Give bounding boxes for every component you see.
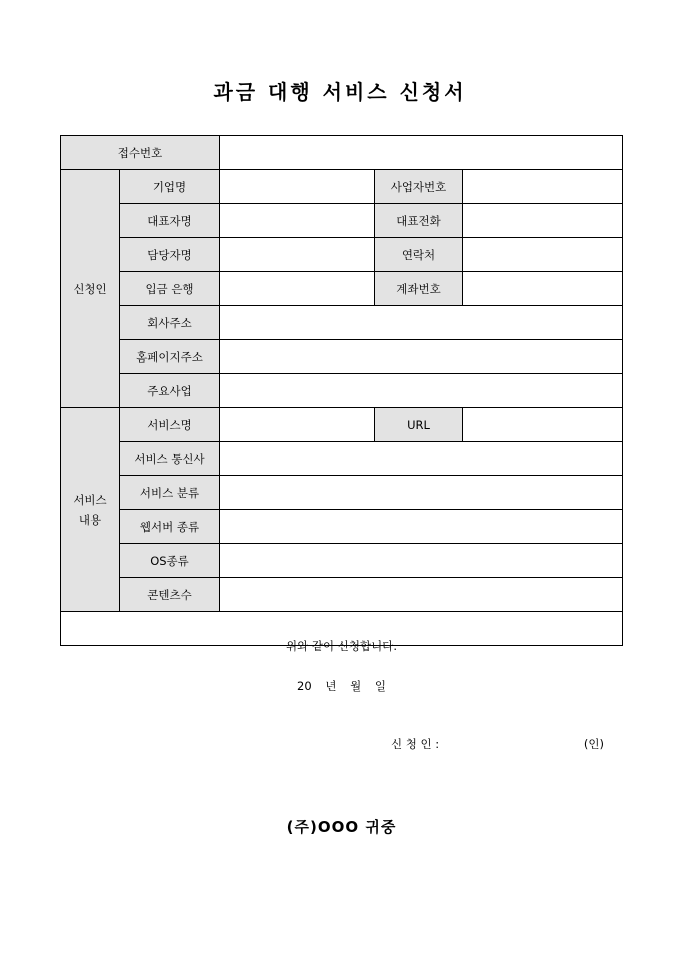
contact-label: 연락처 [375,238,463,272]
seal-mark: (인) [583,737,605,751]
service-category-label: 서비스 분류 [120,476,220,510]
content-count-field[interactable] [220,578,623,612]
representative-name-label: 대표자명 [120,204,220,238]
webserver-row [61,510,623,544]
service-carrier-label: 서비스 통신사 [120,442,220,476]
webserver-type-label: 웹서버 종류 [120,510,220,544]
recipient-line: (주)OOO 귀중 [286,818,397,836]
receipt-number-field[interactable] [220,136,623,170]
service-carrier-field[interactable] [220,442,623,476]
company-name-row [61,170,623,204]
category-row [61,476,623,510]
company-address-label: 회사주소 [120,306,220,340]
account-number-field[interactable] [463,272,623,306]
deposit-bank-label: 입금 은행 [120,272,220,306]
service-name-field[interactable] [220,408,375,442]
application-form-table [60,135,623,836]
homepage-row [61,340,623,374]
application-statement: 위와 같이 신청합니다. [286,639,397,653]
bank-row [61,272,623,306]
service-name-row [61,408,623,442]
footer-row [61,612,623,646]
manager-name-label: 담당자명 [120,238,220,272]
homepage-address-label: 홈페이지주소 [120,340,220,374]
receipt-number-label: 접수번호 [61,136,220,170]
service-group-text: 서비스 내용 [73,492,107,527]
service-category-field[interactable] [220,476,623,510]
date-line: 20 년 월 일 [297,679,386,693]
representative-row [61,204,623,238]
company-name-label: 기업명 [120,170,220,204]
main-business-field[interactable] [220,374,623,408]
main-business-label: 주요사업 [120,374,220,408]
business-number-label: 사업자번호 [375,170,463,204]
representative-phone-field[interactable] [463,204,623,238]
os-type-field[interactable] [220,544,623,578]
business-number-field[interactable] [463,170,623,204]
applicant-signature-label: 신 청 인 : [391,737,440,751]
service-group-label [61,408,120,612]
url-label: URL [375,408,463,442]
content-count-label: 콘텐츠수 [120,578,220,612]
signature-section [61,612,623,836]
service-name-label: 서비스명 [120,408,220,442]
manager-row [61,238,623,272]
company-address-row [61,306,623,340]
company-name-field[interactable] [220,170,375,204]
form-title: 과금 대행 서비스 신청서 [213,80,467,104]
account-number-label: 계좌번호 [375,272,463,306]
representative-phone-label: 대표전화 [375,204,463,238]
company-address-field[interactable] [220,306,623,340]
content-count-row [61,578,623,612]
receipt-row [61,136,623,170]
os-type-label: OS종류 [120,544,220,578]
url-field[interactable] [463,408,623,442]
os-row [61,544,623,578]
deposit-bank-field[interactable] [220,272,375,306]
homepage-address-field[interactable] [220,340,623,374]
representative-name-field[interactable] [220,204,375,238]
applicant-group-label: 신청인 [61,170,120,408]
contact-field[interactable] [463,238,623,272]
webserver-type-field[interactable] [220,510,623,544]
main-business-row [61,374,623,408]
manager-name-field[interactable] [220,238,375,272]
carrier-row [61,442,623,476]
